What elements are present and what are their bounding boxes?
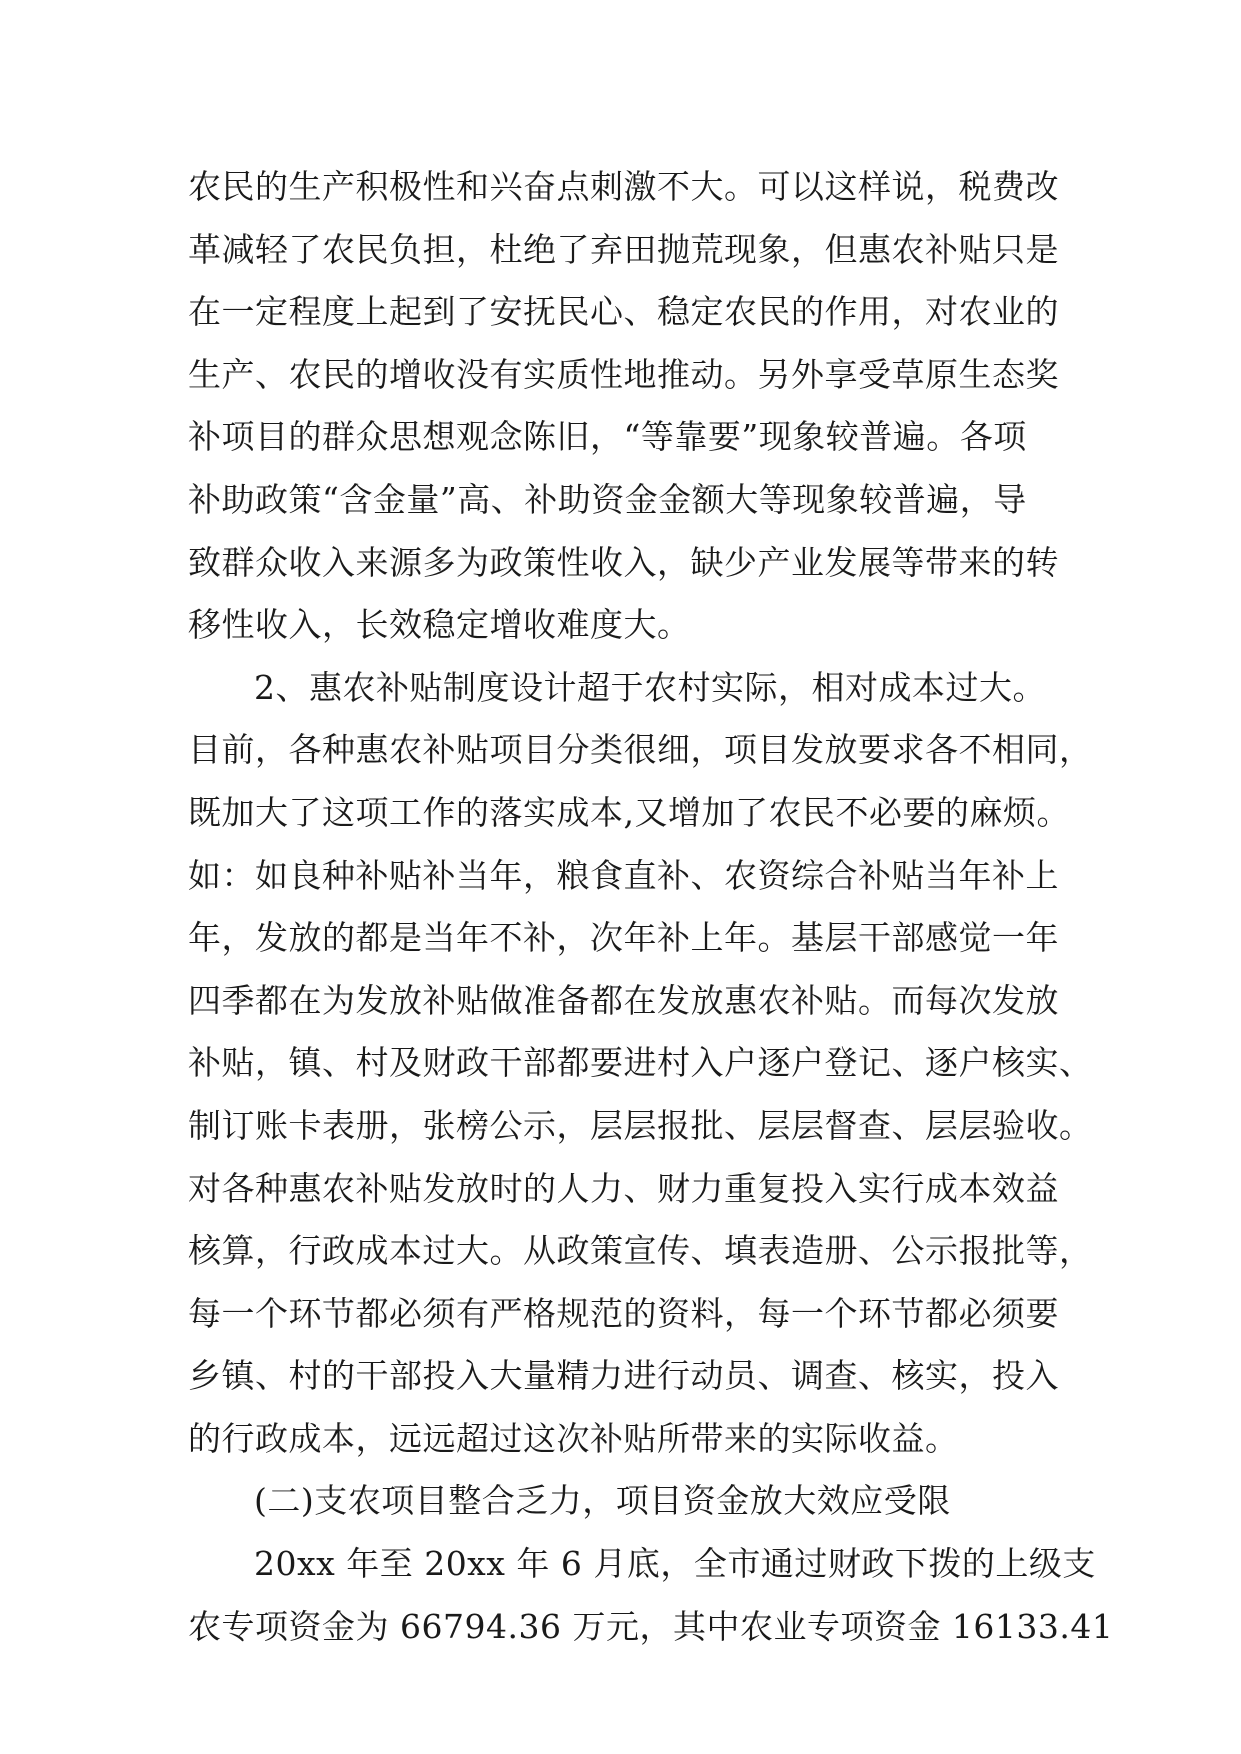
text-line: 农专项资金为 66794.36 万元，其中农业专项资金 16133.41 bbox=[188, 1606, 1114, 1646]
text-line: 制订账卡表册，张榜公示，层层报批、层层督查、层层验收。 bbox=[188, 1105, 1093, 1145]
text-line: 的行政成本，远远超过这次补贴所带来的实际收益。 bbox=[188, 1418, 959, 1458]
text-line: 补贴，镇、村及财政干部都要进村入户逐户登记、逐户核实、 bbox=[188, 1043, 1093, 1083]
text-line: 革减轻了农民负担，杜绝了弃田抛荒现象，但惠农补贴只是 bbox=[188, 229, 1059, 269]
text-line: 致群众收入来源多为政策性收入，缺少产业发展等带来的转 bbox=[188, 542, 1059, 582]
text-line: 年，发放的都是当年不补，次年补上年。基层干部感觉一年 bbox=[188, 918, 1059, 958]
text-line: (二)支农项目整合乏力，项目资金放大效应受限 bbox=[254, 1481, 951, 1521]
text-line: 如：如良种补贴补当年，粮食直补、农资综合补贴当年补上 bbox=[188, 855, 1059, 895]
text-line: 农民的生产积极性和兴奋点刺激不大。可以这样说，税费改 bbox=[188, 167, 1059, 206]
text-line: 对各种惠农补贴发放时的人力、财力重复投入实行成本效益 bbox=[188, 1168, 1059, 1208]
text-line: 四季都在为发放补贴做准备都在发放惠农补贴。而每次发放 bbox=[188, 980, 1059, 1020]
text-line: 既加大了这项工作的落实成本,又增加了农民不必要的麻烦。 bbox=[188, 792, 1070, 832]
text-line: 在一定程度上起到了安抚民心、稳定农民的作用，对农业的 bbox=[188, 292, 1059, 332]
document-body bbox=[188, 156, 1114, 1658]
text-line: 补助政策“含金量”高、补助资金金额大等现象较普遍，导 bbox=[188, 479, 1027, 519]
text-line: 目前，各种惠农补贴项目分类很细，项目发放要求各不相同， bbox=[188, 730, 1093, 770]
text-line: 移性收入，长效稳定增收难度大。 bbox=[188, 605, 691, 645]
text-line: 每一个环节都必须有严格规范的资料，每一个环节都必须要 bbox=[188, 1293, 1059, 1333]
text-line: 补项目的群众思想观念陈旧，“等靠要”现象较普遍。各项 bbox=[188, 417, 1027, 457]
text-line: 乡镇、村的干部投入大量精力进行动员、调查、核实，投入 bbox=[188, 1356, 1059, 1396]
text-line: 生产、农民的增收没有实质性地推动。另外享受草原生态奖 bbox=[188, 354, 1059, 394]
text-line: 核算，行政成本过大。从政策宣传、填表造册、公示报批等， bbox=[188, 1231, 1093, 1271]
text-line: 20xx 年至 20xx 年 6 月底，全市通过财政下拨的上级支 bbox=[254, 1544, 1096, 1584]
text-line: 2、惠农补贴制度设计超于农村实际，相对成本过大。 bbox=[254, 667, 1046, 707]
